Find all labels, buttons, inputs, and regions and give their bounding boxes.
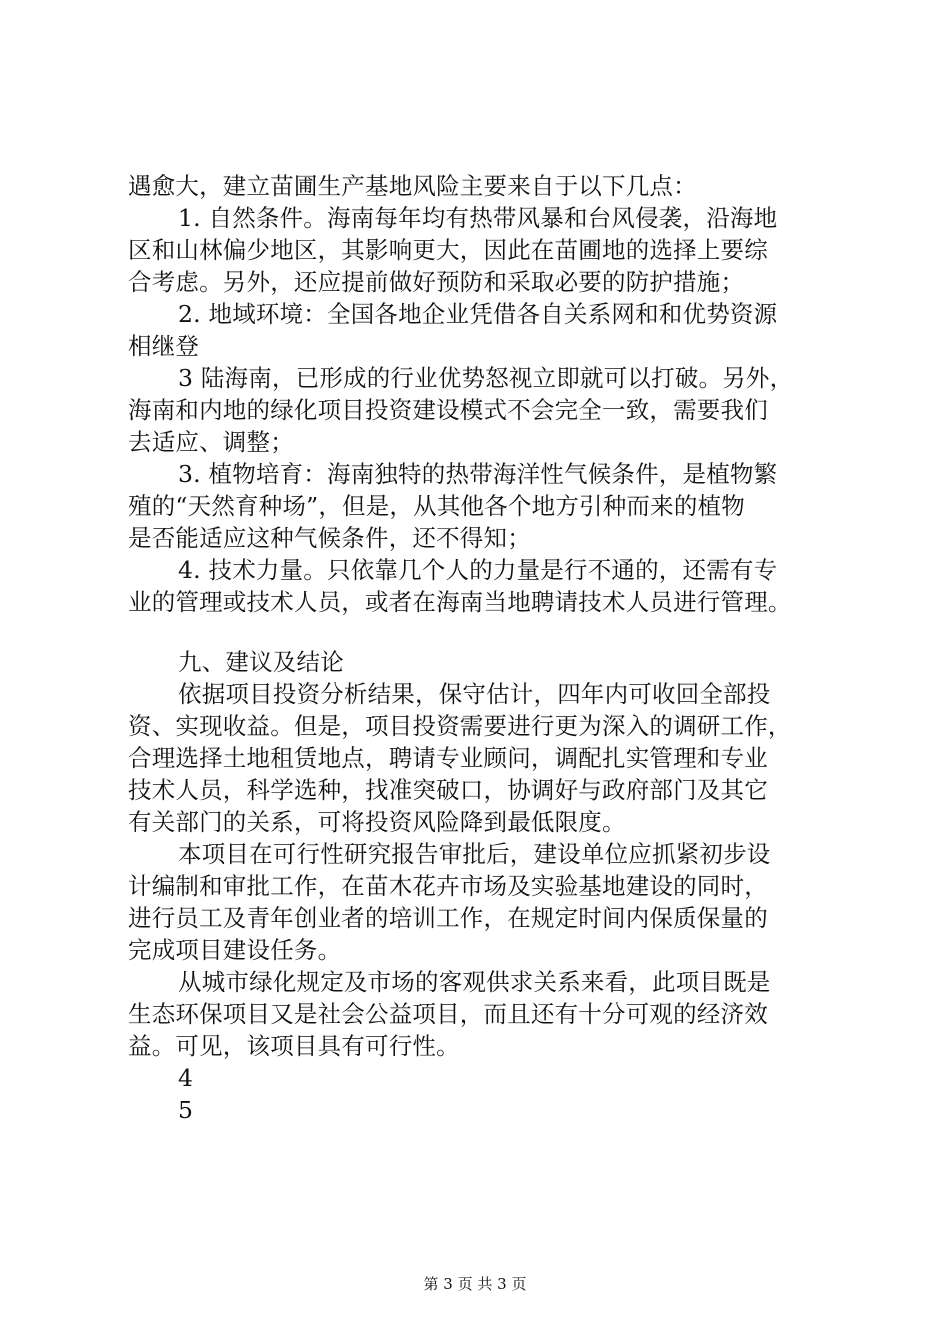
- paragraph-gap: [128, 618, 848, 646]
- text-line: 本项目在可行性研究报告审批后，建设单位应抓紧初步设: [178, 840, 771, 868]
- text-line: 技术人员，科学选种，找准突破口，协调好与政府部门及其它: [128, 776, 768, 804]
- document-body: [128, 170, 848, 1126]
- text-line: 殖的“天然育种场”，但是，从其他各个地方引种而来的植物: [128, 492, 745, 520]
- text-line: 是否能适应这种气候条件，还不得知；: [128, 524, 531, 552]
- text-line: 3. 植物培育：海南独特的热带海洋性气候条件，是植物繁: [178, 460, 778, 488]
- text-line: 去适应、调整；: [128, 428, 294, 456]
- text-line: 海南和内地的绿化项目投资建设模式不会完全一致，需要我们: [128, 396, 768, 424]
- text-line: 资、实现收益。但是，项目投资需要进行更为深入的调研工作，: [128, 712, 792, 740]
- text-line: 2. 地域环境：全国各地企业凭借各自关系网和和优势资源: [178, 300, 778, 328]
- text-line: 有关部门的关系，可将投资风险降到最低限度。: [128, 808, 626, 836]
- text-line: 合考虑。另外，还应提前做好预防和采取必要的防护措施；: [128, 268, 745, 296]
- text-line: 完成项目建设任务。: [128, 936, 342, 964]
- text-line: 从城市绿化规定及市场的客观供求关系来看，此项目既是: [178, 968, 771, 996]
- text-line: 4: [178, 1064, 194, 1092]
- text-line: 区和山林偏少地区，其影响更大，因此在苗圃地的选择上要综: [128, 236, 768, 264]
- text-line: 1. 自然条件。海南每年均有热带风暴和台风侵袭，沿海地: [178, 204, 778, 232]
- text-line: 遇愈大，建立苗圃生产基地风险主要来自于以下几点：: [128, 172, 697, 200]
- text-line: 3 陆海南，已形成的行业优势怒视立即就可以打破。另外，: [178, 364, 794, 392]
- section-heading: 九、建议及结论: [178, 648, 344, 676]
- page-footer: [0, 1274, 950, 1294]
- text-line: 计编制和审批工作，在苗木花卉市场及实验基地建设的同时，: [128, 872, 768, 900]
- text-line: 进行员工及青年创业者的培训工作，在规定时间内保质保量的: [128, 904, 768, 932]
- text-line: 4. 技术力量。只依靠几个人的力量是行不通的，还需有专: [178, 556, 778, 584]
- text-line: 业的管理或技术人员，或者在海南当地聘请技术人员进行管理。: [128, 588, 792, 616]
- text-line: 相继登: [128, 332, 200, 360]
- text-line: 5: [178, 1096, 194, 1124]
- page-number-label: 第 3 页 共 3 页: [423, 1275, 527, 1293]
- text-line: 生态环保项目又是社会公益项目，而且还有十分可观的经济效: [128, 1000, 768, 1028]
- text-line: 依据项目投资分析结果，保守估计，四年内可收回全部投: [178, 680, 771, 708]
- text-line: 合理选择土地租赁地点，聘请专业顾问，调配扎实管理和专业: [128, 744, 768, 772]
- text-line: 益。可见，该项目具有可行性。: [128, 1032, 460, 1060]
